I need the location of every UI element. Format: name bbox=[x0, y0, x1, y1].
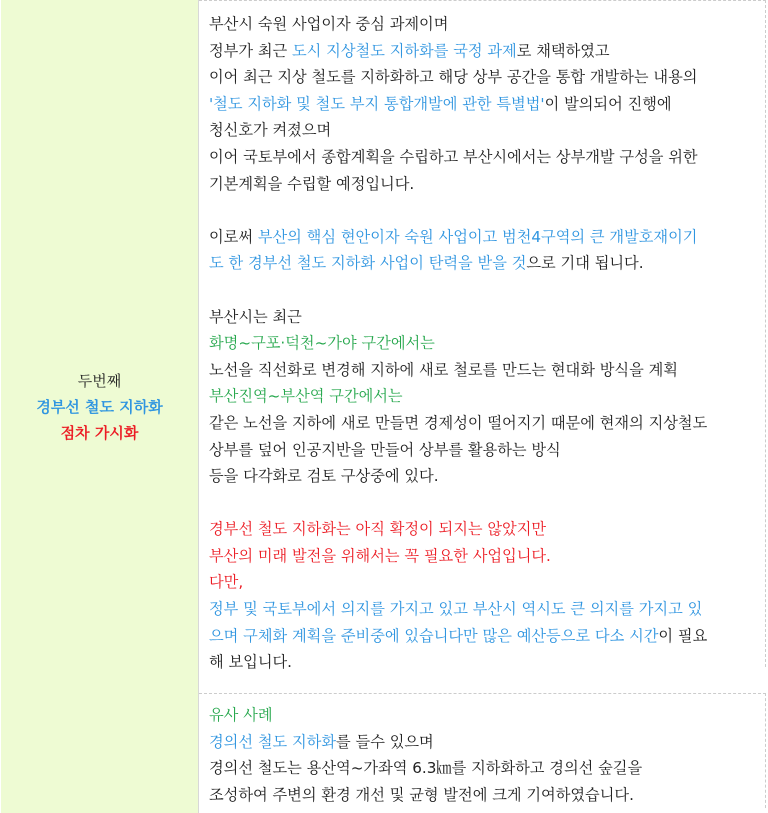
p3-line-3: 노선을 직선화로 변경해 지하에 새로 철로를 만드는 현대화 방식을 계획 bbox=[209, 360, 678, 379]
p3-line-7: 등을 다각화로 검토 구상중에 있다. bbox=[209, 467, 439, 486]
sidebar-line-3: 점차 가시화 bbox=[60, 423, 139, 442]
p1-line-4-b: 이 발의되어 진행에 bbox=[544, 94, 672, 113]
spacer bbox=[209, 277, 755, 304]
p1-line-2-b: 도시 지상철도 지하화를 국정 과제 bbox=[292, 41, 517, 60]
p5-line-2-a: 경의선 철도 지하화 bbox=[209, 732, 337, 751]
p5-line-2-b: 를 들수 있으며 bbox=[336, 732, 434, 751]
p1-line-4-a: '철도 지하화 및 철도 부지 통합개발에 관한 특별법' bbox=[209, 94, 545, 113]
p4-line-1: 경부선 철도 지하화는 아직 확정이 되지는 않았지만 bbox=[209, 520, 547, 539]
p4-line-5-a: 으며 구체화 계획을 준비중에 있습니다만 많은 예산등으로 다소 시간 bbox=[209, 626, 659, 645]
p2-line-2-b: 으로 기대 됩니다. bbox=[526, 254, 644, 273]
p4-line-5-b: 이 필요 bbox=[658, 626, 708, 645]
p4-line-4: 정부 및 국토부에서 의지를 가지고 있고 부산시 역시도 큰 의지를 가지고 있 bbox=[209, 600, 703, 619]
p5-line-4: 조성하여 주변의 환경 개선 및 균형 발전에 크게 기여하였습니다. bbox=[209, 785, 634, 804]
content-table bbox=[1, 0, 766, 813]
article-block bbox=[199, 0, 766, 672]
sidebar-line-2: 경부선 철도 지하화 bbox=[36, 397, 163, 416]
p1-line-5: 청신호가 켜졌으며 bbox=[209, 121, 332, 140]
p3-line-2: 화명~구포·덕천~가야 구간에서는 bbox=[209, 334, 435, 353]
p3-line-4: 부산진역~부산역 구간에서는 bbox=[209, 387, 403, 406]
p3-line-6: 상부를 덮어 인공지반을 만들어 상부를 활용하는 방식 bbox=[209, 440, 561, 459]
main-cell-1 bbox=[199, 0, 767, 693]
p1-line-2 bbox=[209, 38, 755, 65]
p4-line-5 bbox=[209, 623, 755, 650]
main-cell-2 bbox=[199, 693, 767, 813]
p5-line-1: 유사 사례 bbox=[209, 706, 273, 725]
p1-line-2-c: 로 채택하였고 bbox=[516, 41, 610, 60]
p1-line-1: 부산시 숙원 사업이자 중심 과제이며 bbox=[209, 15, 449, 33]
p3-line-1: 부산시는 최근 bbox=[209, 307, 302, 326]
p1-line-4 bbox=[209, 91, 755, 118]
p4-line-6: 해 보입니다. bbox=[209, 653, 293, 672]
p3-line-5: 같은 노선을 지하에 새로 만들면 경제성이 떨어지기 때문에 현재의 지상철도 bbox=[209, 413, 708, 432]
p4-line-2: 부산의 미래 발전을 위해서는 꼭 필요한 사업입니다. bbox=[209, 546, 551, 565]
spacer bbox=[209, 490, 755, 517]
p1-line-3: 이어 최근 지상 철도를 지하화하고 해당 상부 공간을 통합 개발하는 내용의 bbox=[209, 68, 698, 87]
p1-line-7: 기본계획을 수립할 예정입니다. bbox=[209, 174, 415, 193]
example-block bbox=[199, 693, 766, 808]
p4-line-3: 다만, bbox=[209, 573, 244, 592]
p2-line-1-a: 이로써 bbox=[209, 227, 258, 246]
sidebar-line-1: 두번째 bbox=[77, 371, 122, 390]
p1-line-6: 이어 국토부에서 종합계획을 수립하고 부산시에서는 상부개발 구성을 위한 bbox=[209, 147, 698, 166]
p2-line-1-b: 부산의 핵심 현안이자 숙원 사업이고 범천4구역의 큰 개발호재이기 bbox=[257, 227, 698, 246]
p1-line-2-a: 정부가 최근 bbox=[209, 41, 293, 60]
spacer bbox=[209, 197, 755, 224]
p5-line-2 bbox=[209, 729, 755, 756]
p2-line-2 bbox=[209, 250, 755, 277]
p2-line-2-a: 도 한 경부선 철도 지하화 사업이 탄력을 받을 것 bbox=[209, 254, 527, 273]
p2-line-1 bbox=[209, 224, 755, 251]
p5-line-3: 경의선 철도는 용산역~가좌역 6.3㎞를 지하화하고 경의선 숲길을 bbox=[209, 759, 643, 778]
sidebar-cell bbox=[1, 0, 199, 813]
